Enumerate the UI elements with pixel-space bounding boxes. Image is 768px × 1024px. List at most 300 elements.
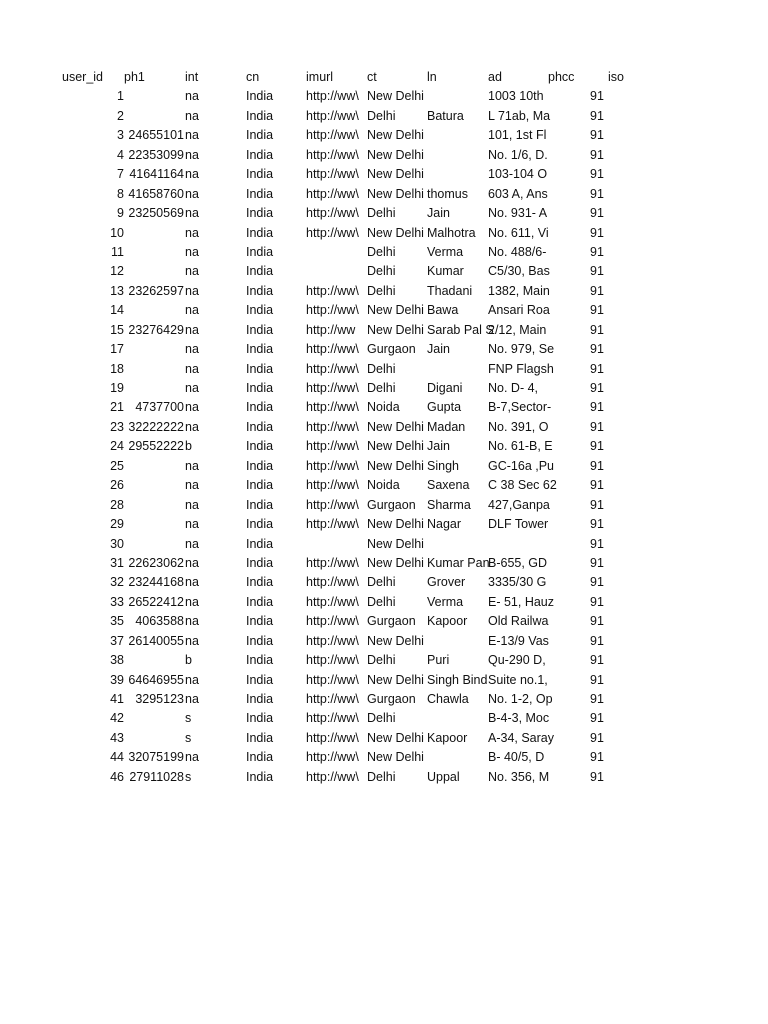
cell-ph1[interactable]: 23244168 [128, 575, 184, 590]
cell-cn[interactable]: India [246, 769, 274, 784]
cell-cn[interactable]: India [246, 672, 274, 687]
cell-iso[interactable]: 91 [590, 361, 604, 376]
cell-cn[interactable]: India [246, 575, 274, 590]
column-header-ln[interactable]: ln [427, 70, 437, 84]
cell-imurl[interactable]: http://ww\ [306, 750, 359, 765]
cell-ad[interactable]: A-34, Saray [488, 730, 555, 745]
cell-cn[interactable]: India [246, 400, 274, 415]
cell-cn[interactable]: India [246, 536, 274, 551]
cell-ph1[interactable]: 32075199 [128, 750, 184, 765]
cell-cn[interactable]: India [246, 730, 274, 745]
cell-ln[interactable]: Verma [427, 594, 464, 609]
cell-imurl[interactable]: http://ww\ [306, 692, 359, 706]
cell-cn[interactable]: India [246, 750, 274, 765]
cell-user-id[interactable]: 43 [110, 730, 124, 745]
cell-ad[interactable]: E- 51, Hauz [488, 594, 555, 609]
cell-iso[interactable]: 91 [590, 167, 604, 182]
cell-ln[interactable]: Batura [427, 108, 464, 123]
cell-ph1[interactable]: 24655101 [128, 128, 184, 143]
cell-ad[interactable]: 603 A, Ans [488, 186, 548, 201]
cell-imurl[interactable]: http://ww\ [306, 555, 359, 570]
cell-iso[interactable]: 91 [590, 419, 604, 434]
cell-ct[interactable]: Delhi [367, 769, 396, 784]
cell-cn[interactable]: India [246, 633, 274, 648]
column-header-ph1[interactable]: ph1 [124, 70, 145, 84]
cell-cn[interactable]: India [246, 458, 274, 473]
cell-int[interactable]: na [185, 478, 199, 493]
cell-iso[interactable]: 91 [590, 89, 604, 104]
cell-user-id[interactable]: 21 [110, 400, 124, 415]
cell-ad[interactable]: 1382, Main [488, 283, 550, 298]
cell-iso[interactable]: 91 [590, 147, 604, 162]
cell-iso[interactable]: 91 [590, 458, 604, 473]
cell-ph1[interactable]: 64646955 [128, 672, 184, 687]
cell-cn[interactable]: India [246, 361, 274, 376]
cell-iso[interactable]: 91 [590, 283, 604, 298]
cell-ln[interactable]: Kumar [427, 264, 464, 279]
cell-ad[interactable]: E-13/9 Vas [488, 633, 549, 648]
cell-int[interactable]: na [185, 672, 199, 687]
cell-user-id[interactable]: 30 [110, 536, 124, 551]
cell-user-id[interactable]: 15 [110, 322, 124, 337]
cell-iso[interactable]: 91 [590, 342, 604, 357]
cell-imurl[interactable]: http://ww\ [306, 672, 359, 687]
cell-ad[interactable]: Qu-290 D, [488, 653, 546, 668]
cell-iso[interactable]: 91 [590, 478, 604, 493]
cell-user-id[interactable]: 31 [110, 555, 124, 570]
cell-ad[interactable]: Ansari Roa [488, 303, 550, 318]
cell-ct[interactable]: New Delhi [367, 167, 424, 182]
cell-iso[interactable]: 91 [590, 244, 604, 259]
cell-user-id[interactable]: 8 [117, 186, 124, 201]
cell-iso[interactable]: 91 [590, 750, 604, 765]
cell-ct[interactable]: Gurgaon [367, 497, 416, 512]
cell-ln[interactable]: Verma [427, 244, 464, 259]
cell-int[interactable]: na [185, 283, 199, 298]
cell-imurl[interactable]: http://ww\ [306, 167, 359, 182]
cell-ph1[interactable]: 3295123 [135, 692, 184, 706]
cell-cn[interactable]: India [246, 614, 274, 629]
column-header-user-id[interactable]: user_id [62, 70, 103, 84]
cell-ct[interactable]: New Delhi [367, 750, 424, 765]
cell-cn[interactable]: India [246, 147, 274, 162]
cell-iso[interactable]: 91 [590, 555, 604, 570]
cell-imurl[interactable]: http://ww\ [306, 769, 359, 784]
cell-ad[interactable]: No. 611, Vi [488, 225, 549, 240]
cell-user-id[interactable]: 28 [110, 497, 124, 512]
cell-ct[interactable]: New Delhi [367, 555, 424, 570]
cell-user-id[interactable]: 18 [110, 361, 124, 376]
column-header-int[interactable]: int [185, 70, 199, 84]
cell-ln[interactable]: Nagar [427, 517, 462, 532]
cell-ad[interactable]: No. 391, O [488, 419, 549, 434]
cell-ct[interactable]: Delhi [367, 653, 396, 668]
cell-imurl[interactable]: http://ww\ [306, 128, 359, 143]
cell-iso[interactable]: 91 [590, 322, 604, 337]
cell-ad[interactable]: No. 61-B, E [488, 439, 553, 454]
cell-ct[interactable]: New Delhi [367, 672, 424, 687]
cell-ct[interactable]: Gurgaon [367, 692, 416, 706]
cell-ln[interactable]: Thadani [427, 283, 473, 298]
cell-ct[interactable]: New Delhi [367, 128, 424, 143]
cell-int[interactable]: na [185, 536, 199, 551]
cell-user-id[interactable]: 7 [117, 167, 124, 182]
cell-ct[interactable]: New Delhi [367, 225, 424, 240]
cell-ct[interactable]: New Delhi [367, 458, 424, 473]
cell-iso[interactable]: 91 [590, 614, 604, 629]
cell-user-id[interactable]: 46 [110, 769, 124, 784]
cell-int[interactable]: na [185, 633, 199, 648]
cell-imurl[interactable]: http://ww\ [306, 147, 359, 162]
cell-cn[interactable]: India [246, 283, 274, 298]
cell-ln[interactable]: Madan [427, 419, 466, 434]
cell-ad[interactable]: B-655, GD [488, 555, 548, 570]
cell-ad[interactable]: No. 356, M [488, 769, 550, 784]
cell-ad[interactable]: B- 40/5, D [488, 750, 545, 765]
cell-user-id[interactable]: 14 [110, 303, 124, 318]
cell-ct[interactable]: New Delhi [367, 730, 424, 745]
cell-ct[interactable]: New Delhi [367, 147, 424, 162]
cell-ph1[interactable]: 4737700 [135, 400, 184, 415]
cell-cn[interactable]: India [246, 322, 274, 337]
cell-cn[interactable]: India [246, 711, 274, 726]
cell-imurl[interactable]: http://ww\ [306, 478, 359, 493]
cell-user-id[interactable]: 41 [110, 692, 124, 706]
cell-ad[interactable]: No. 1/6, D. [488, 147, 548, 162]
cell-iso[interactable]: 91 [590, 692, 604, 706]
cell-user-id[interactable]: 35 [110, 614, 124, 629]
cell-ct[interactable]: New Delhi [367, 536, 424, 551]
cell-iso[interactable]: 91 [590, 575, 604, 590]
cell-imurl[interactable]: http://ww\ [306, 614, 359, 629]
cell-ad[interactable]: No. 488/6- [488, 244, 547, 259]
cell-user-id[interactable]: 12 [110, 264, 124, 279]
cell-ln[interactable]: Singh [427, 458, 459, 473]
cell-ad[interactable]: No. 931- A [488, 206, 548, 221]
cell-user-id[interactable]: 29 [110, 517, 124, 532]
cell-ad[interactable]: Suite no.1, [488, 672, 548, 687]
cell-iso[interactable]: 91 [590, 264, 604, 279]
cell-cn[interactable]: India [246, 206, 274, 221]
cell-cn[interactable]: India [246, 497, 274, 512]
cell-int[interactable]: na [185, 264, 199, 279]
cell-cn[interactable]: India [246, 128, 274, 143]
cell-ct[interactable]: Gurgaon [367, 614, 416, 629]
cell-ct[interactable]: Delhi [367, 381, 396, 395]
cell-imurl[interactable]: http://ww\ [306, 730, 359, 745]
cell-ct[interactable]: New Delhi [367, 322, 424, 337]
cell-ad[interactable]: L 71ab, Ma [488, 108, 551, 123]
cell-ph1[interactable]: 23250569 [128, 206, 184, 221]
cell-imurl[interactable]: http://ww\ [306, 108, 359, 123]
cell-imurl[interactable]: http://ww\ [306, 206, 359, 221]
cell-int[interactable]: na [185, 614, 199, 629]
cell-ph1[interactable]: 26140055 [128, 633, 184, 648]
cell-int[interactable]: na [185, 147, 199, 162]
cell-int[interactable]: na [185, 692, 199, 706]
cell-ad[interactable]: 103-104 O [488, 167, 548, 182]
cell-ph1[interactable]: 26522412 [128, 594, 184, 609]
column-header-cn[interactable]: cn [246, 70, 260, 84]
cell-int[interactable]: na [185, 497, 199, 512]
cell-cn[interactable]: India [246, 89, 274, 104]
cell-cn[interactable]: India [246, 419, 274, 434]
cell-imurl[interactable]: http://ww\ [306, 400, 359, 415]
cell-int[interactable]: na [185, 594, 199, 609]
cell-ad[interactable]: 101, 1st Fl [488, 128, 547, 143]
cell-iso[interactable]: 91 [590, 633, 604, 648]
cell-imurl[interactable]: http://ww\ [306, 361, 359, 376]
cell-ln[interactable]: Puri [427, 653, 450, 668]
cell-ct[interactable]: Delhi [367, 575, 396, 590]
cell-iso[interactable]: 91 [590, 206, 604, 221]
cell-imurl[interactable]: http://ww\ [306, 497, 359, 512]
cell-cn[interactable]: India [246, 225, 274, 240]
cell-user-id[interactable]: 10 [110, 225, 124, 240]
cell-ct[interactable]: New Delhi [367, 517, 424, 532]
cell-imurl[interactable]: http://ww\ [306, 342, 359, 357]
cell-imurl[interactable]: http://ww\ [306, 711, 359, 726]
cell-int[interactable]: na [185, 303, 199, 318]
cell-iso[interactable]: 91 [590, 672, 604, 687]
cell-ph1[interactable]: 23276429 [128, 322, 184, 337]
cell-imurl[interactable]: http://ww\ [306, 186, 359, 201]
cell-iso[interactable]: 91 [590, 536, 604, 551]
cell-imurl[interactable]: http://ww\ [306, 89, 359, 104]
cell-int[interactable]: na [185, 128, 199, 143]
cell-ct[interactable]: New Delhi [367, 419, 424, 434]
cell-iso[interactable]: 91 [590, 730, 604, 745]
cell-ad[interactable]: No. D- 4, [488, 381, 539, 395]
cell-ln[interactable]: Jain [427, 342, 450, 357]
cell-user-id[interactable]: 25 [110, 458, 124, 473]
cell-int[interactable]: na [185, 186, 199, 201]
cell-cn[interactable]: India [246, 692, 274, 706]
cell-user-id[interactable]: 38 [110, 653, 124, 668]
cell-ln[interactable]: Kapoor [427, 730, 468, 745]
cell-ct[interactable]: New Delhi [367, 439, 424, 454]
cell-iso[interactable]: 91 [590, 497, 604, 512]
cell-user-id[interactable]: 24 [110, 439, 124, 454]
cell-ad[interactable]: 3335/30 G [488, 575, 547, 590]
cell-ct[interactable]: Delhi [367, 283, 396, 298]
cell-cn[interactable]: India [246, 186, 274, 201]
cell-ct[interactable]: New Delhi [367, 89, 424, 104]
cell-ph1[interactable]: 22353099 [128, 147, 184, 162]
cell-int[interactable]: na [185, 555, 199, 570]
cell-ph1[interactable]: 29552222 [128, 439, 184, 454]
cell-ct[interactable]: New Delhi [367, 633, 424, 648]
cell-iso[interactable]: 91 [590, 186, 604, 201]
cell-cn[interactable]: India [246, 555, 274, 570]
cell-user-id[interactable]: 2 [117, 108, 124, 123]
column-header-imurl[interactable]: imurl [306, 70, 334, 84]
cell-user-id[interactable]: 1 [117, 89, 124, 104]
cell-ln[interactable]: Kapoor [427, 614, 468, 629]
cell-ln[interactable]: Kumar Pan [427, 555, 490, 570]
cell-cn[interactable]: India [246, 653, 274, 668]
column-header-phcc[interactable]: phcc [548, 70, 575, 84]
cell-ln[interactable]: Gupta [427, 400, 462, 415]
cell-int[interactable]: na [185, 400, 199, 415]
cell-ph1[interactable]: 27911028 [129, 769, 184, 784]
cell-cn[interactable]: India [246, 478, 274, 493]
cell-imurl[interactable]: http://ww\ [306, 653, 359, 668]
cell-iso[interactable]: 91 [590, 303, 604, 318]
cell-ad[interactable]: DLF Tower [488, 517, 549, 532]
cell-imurl[interactable]: http://ww [306, 322, 356, 337]
cell-ph1[interactable]: 4063588 [135, 614, 184, 629]
cell-int[interactable]: na [185, 342, 199, 357]
cell-int[interactable]: na [185, 458, 199, 473]
cell-ln[interactable]: Jain [427, 439, 450, 454]
cell-imurl[interactable]: http://ww\ [306, 633, 359, 648]
cell-user-id[interactable]: 33 [110, 594, 124, 609]
cell-user-id[interactable]: 17 [110, 342, 124, 357]
cell-iso[interactable]: 91 [590, 439, 604, 454]
cell-ln[interactable]: Singh Bind [427, 672, 488, 687]
cell-ph1[interactable]: 22623062 [128, 555, 184, 570]
column-header-iso[interactable]: iso [608, 70, 624, 84]
cell-user-id[interactable]: 42 [110, 711, 124, 726]
cell-ct[interactable]: Delhi [367, 206, 396, 221]
cell-int[interactable]: na [185, 575, 199, 590]
cell-ph1[interactable]: 41641164 [129, 167, 184, 182]
cell-iso[interactable]: 91 [590, 769, 604, 784]
cell-ph1[interactable]: 41658760 [128, 186, 184, 201]
cell-int[interactable]: na [185, 225, 199, 240]
cell-ad[interactable]: B-4-3, Moc [488, 711, 550, 726]
cell-ct[interactable]: Gurgaon [367, 342, 416, 357]
cell-int[interactable]: na [185, 167, 199, 182]
cell-int[interactable]: na [185, 381, 199, 395]
cell-cn[interactable]: India [246, 517, 274, 532]
cell-iso[interactable]: 91 [590, 653, 604, 668]
cell-imurl[interactable]: http://ww\ [306, 575, 359, 590]
cell-ln[interactable]: Bawa [427, 303, 459, 318]
cell-cn[interactable]: India [246, 594, 274, 609]
cell-ct[interactable]: New Delhi [367, 186, 424, 201]
cell-user-id[interactable]: 11 [111, 244, 124, 259]
cell-iso[interactable]: 91 [590, 400, 604, 415]
cell-int[interactable]: na [185, 322, 199, 337]
cell-int[interactable]: b [185, 653, 192, 668]
cell-ln[interactable]: Saxena [427, 478, 470, 493]
cell-int[interactable]: s [185, 769, 192, 784]
cell-ad[interactable]: C5/30, Bas [488, 264, 550, 279]
cell-user-id[interactable]: 44 [110, 750, 124, 765]
cell-ct[interactable]: Delhi [367, 108, 396, 123]
cell-int[interactable]: b [185, 439, 192, 454]
cell-ln[interactable]: Uppal [427, 769, 460, 784]
cell-ad[interactable]: 2/12, Main [488, 322, 547, 337]
cell-ln[interactable]: thomus [427, 186, 468, 201]
cell-iso[interactable]: 91 [590, 594, 604, 609]
cell-ad[interactable]: GC-16a ,Pu [488, 458, 555, 473]
cell-imurl[interactable]: http://ww\ [306, 517, 359, 532]
cell-cn[interactable]: India [246, 381, 274, 395]
cell-iso[interactable]: 91 [590, 381, 604, 395]
cell-ad[interactable]: 427,Ganpa [488, 497, 550, 512]
cell-int[interactable]: na [185, 750, 199, 765]
cell-cn[interactable]: India [246, 439, 274, 454]
cell-ad[interactable]: No. 1-2, Op [488, 692, 553, 706]
cell-int[interactable]: na [185, 89, 199, 104]
cell-ln[interactable]: Chawla [427, 692, 469, 706]
cell-ad[interactable]: No. 979, Se [488, 342, 555, 357]
cell-ph1[interactable]: 32222222 [128, 419, 184, 434]
column-header-ad[interactable]: ad [488, 70, 502, 84]
cell-ln[interactable]: Jain [427, 206, 450, 221]
cell-ct[interactable]: Noida [367, 400, 400, 415]
cell-user-id[interactable]: 23 [110, 419, 124, 434]
cell-int[interactable]: na [185, 108, 199, 123]
cell-imurl[interactable]: http://ww\ [306, 594, 359, 609]
cell-user-id[interactable]: 37 [110, 633, 124, 648]
cell-user-id[interactable]: 13 [110, 283, 124, 298]
cell-imurl[interactable]: http://ww\ [306, 303, 359, 318]
cell-iso[interactable]: 91 [590, 225, 604, 240]
cell-ct[interactable]: Noida [367, 478, 400, 493]
cell-imurl[interactable]: http://ww\ [306, 458, 359, 473]
cell-ct[interactable]: Delhi [367, 244, 396, 259]
cell-imurl[interactable]: http://ww\ [306, 283, 359, 298]
cell-imurl[interactable]: http://ww\ [306, 381, 359, 395]
cell-int[interactable]: na [185, 244, 199, 259]
cell-user-id[interactable]: 39 [110, 672, 124, 687]
cell-ct[interactable]: Delhi [367, 264, 396, 279]
cell-cn[interactable]: India [246, 244, 274, 259]
cell-ln[interactable]: Sharma [427, 497, 471, 512]
cell-user-id[interactable]: 26 [110, 478, 124, 493]
cell-cn[interactable]: India [246, 264, 274, 279]
cell-ad[interactable]: 1003 10th [488, 89, 544, 104]
cell-int[interactable]: na [185, 361, 199, 376]
cell-user-id[interactable]: 32 [110, 575, 124, 590]
cell-user-id[interactable]: 4 [117, 147, 124, 162]
cell-user-id[interactable]: 3 [117, 128, 124, 143]
cell-cn[interactable]: India [246, 108, 274, 123]
cell-user-id[interactable]: 9 [117, 206, 124, 221]
cell-int[interactable]: s [185, 711, 192, 726]
column-header-ct[interactable]: ct [367, 70, 377, 84]
cell-ad[interactable]: B-7,Sector- [488, 400, 552, 415]
cell-user-id[interactable]: 19 [110, 381, 124, 395]
cell-int[interactable]: s [185, 730, 192, 745]
cell-iso[interactable]: 91 [590, 108, 604, 123]
cell-ct[interactable]: Delhi [367, 594, 396, 609]
cell-cn[interactable]: India [246, 342, 274, 357]
cell-cn[interactable]: India [246, 167, 274, 182]
cell-ln[interactable]: Grover [427, 575, 466, 590]
cell-ad[interactable]: Old Railwa [488, 614, 549, 629]
cell-ad[interactable]: C 38 Sec 62 [488, 478, 557, 493]
cell-int[interactable]: na [185, 517, 199, 532]
cell-iso[interactable]: 91 [590, 517, 604, 532]
cell-imurl[interactable]: http://ww\ [306, 439, 359, 454]
cell-ct[interactable]: Delhi [367, 361, 396, 376]
cell-iso[interactable]: 91 [590, 711, 604, 726]
cell-ad[interactable]: FNP Flagsh [488, 361, 554, 376]
cell-cn[interactable]: India [246, 303, 274, 318]
cell-iso[interactable]: 91 [590, 128, 604, 143]
cell-int[interactable]: na [185, 419, 199, 434]
cell-ln[interactable]: Sarab Pal S [427, 322, 494, 337]
cell-ln[interactable]: Malhotra [427, 225, 476, 240]
cell-ln[interactable]: Digani [427, 381, 463, 395]
cell-imurl[interactable]: http://ww\ [306, 419, 359, 434]
cell-ph1[interactable]: 23262597 [128, 283, 184, 298]
